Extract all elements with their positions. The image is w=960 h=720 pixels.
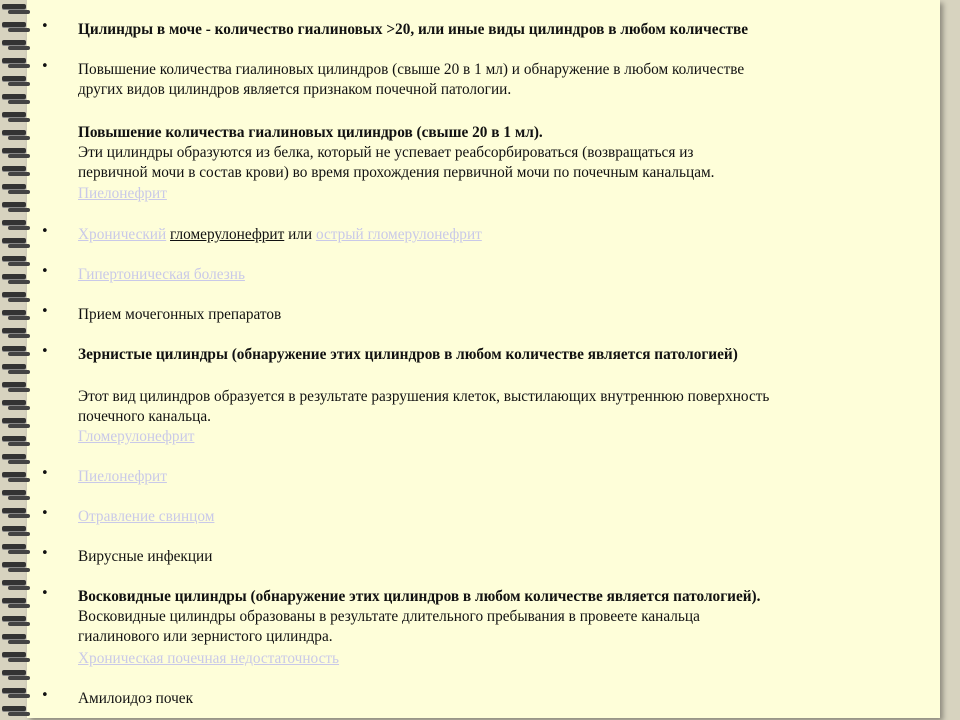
binding-ring (2, 418, 32, 430)
item-text: Эти цилиндры образуются из белка, который не успевает реабсорбироваться (возвращаться из (78, 144, 694, 161)
item-text: других видов цилиндров является признаком почечной патологии. (78, 81, 512, 98)
binding-ring (2, 670, 32, 682)
item-text (78, 225, 918, 245)
binding-ring (2, 688, 32, 700)
binding-ring (2, 58, 32, 70)
binding-ring (2, 166, 32, 178)
binding-ring (2, 526, 32, 538)
binding-ring (2, 634, 32, 646)
item-heading: Восковидные цилиндры (обнаружение этих цилиндров в любом количестве является патологией). (78, 588, 761, 605)
item-heading: Зернистые цилиндры (обнаружение этих цилиндров в любом количестве является патологией) (78, 346, 738, 363)
binding-ring (2, 274, 32, 286)
bullet-icon: • (41, 466, 49, 481)
binding-ring (2, 454, 32, 466)
link-acute-glomerulonephritis[interactable]: острый гломерулонефрит (315, 226, 482, 243)
binding-ring (2, 310, 32, 322)
link-pyelonephritis[interactable]: Пиелонефрит (78, 185, 167, 202)
bullet-icon: • (41, 344, 49, 359)
item-heading: Повышение количества гиалиновых цилиндров (свыше 20 в 1 мл). (78, 124, 543, 141)
binding-ring (2, 328, 32, 340)
link-glomerulonephritis-2[interactable]: Гломерулонефрит (78, 428, 195, 445)
bullet-icon: • (41, 264, 49, 279)
link-glomerulonephritis[interactable]: гломерулонефрит (170, 226, 285, 243)
spiral-binding (0, 0, 34, 720)
link-chronic-renal-failure[interactable]: Хроническая почечная недостаточность (78, 650, 340, 667)
binding-ring (2, 220, 32, 232)
binding-ring (2, 94, 32, 106)
link-hypertension[interactable]: Гипертоническая болезнь (78, 266, 245, 283)
binding-ring (2, 472, 32, 484)
item-text: Прием мочегонных препаратов (78, 306, 282, 323)
binding-ring (2, 4, 32, 16)
item-text: Вирусные инфекции (78, 548, 213, 565)
conjunction-text: или (284, 226, 316, 243)
binding-ring (2, 562, 32, 574)
item-text: гиалинового или зернистого цилиндра. (78, 628, 333, 645)
binding-ring (2, 130, 32, 142)
binding-ring (2, 400, 32, 412)
binding-ring (2, 112, 32, 124)
bullet-icon: • (41, 506, 49, 521)
binding-ring (2, 508, 32, 520)
bullet-icon: • (41, 224, 49, 239)
binding-ring (2, 292, 32, 304)
link-pyelonephritis-2[interactable]: Пиелонефрит (78, 468, 167, 485)
binding-ring (2, 184, 32, 196)
binding-ring (2, 598, 32, 610)
binding-ring (2, 238, 32, 250)
binding-ring (2, 580, 32, 592)
binding-ring (2, 706, 32, 718)
item-text: первичной мочи в состав крови) во время прохождения первичной мочи по почечным канальцам. (78, 164, 715, 181)
item-text: Амилоидоз почек (78, 690, 194, 707)
bullet-icon: • (41, 586, 49, 601)
bullet-icon: • (41, 546, 49, 561)
binding-ring (2, 40, 32, 52)
binding-ring (2, 202, 32, 214)
item-heading: Цилиндры в моче - количество гиалиновых >20, или иные виды цилиндров в любом количестве (78, 21, 749, 38)
item-text: Восковидные цилиндры образованы в результате длительного пребывания в провеете канальца (78, 608, 700, 625)
binding-ring (2, 616, 32, 628)
bullet-icon: • (41, 19, 49, 34)
binding-ring (2, 346, 32, 358)
binding-ring (2, 436, 32, 448)
binding-ring (2, 490, 32, 502)
item-text: почечного канальца. (78, 408, 211, 425)
binding-ring (2, 382, 32, 394)
binding-ring (2, 364, 32, 376)
binding-ring (2, 22, 32, 34)
bullet-icon: • (41, 688, 49, 703)
bullet-icon: • (41, 59, 49, 74)
item-text: Повышение количества гиалиновых цилиндров (свыше 20 в 1 мл) и обнаружение в любом количестве (78, 61, 745, 78)
binding-ring (2, 148, 32, 160)
link-chronic[interactable]: Хронический (78, 226, 167, 243)
binding-ring (2, 76, 32, 88)
item-text: Этот вид цилиндров образуется в результате разрушения клеток, выстилающих внутреннюю поверхность (78, 388, 770, 405)
binding-ring (2, 544, 32, 556)
binding-ring (2, 652, 32, 664)
binding-ring (2, 256, 32, 268)
link-lead-poisoning[interactable]: Отравление свинцом (78, 508, 215, 525)
bullet-icon: • (41, 304, 49, 319)
